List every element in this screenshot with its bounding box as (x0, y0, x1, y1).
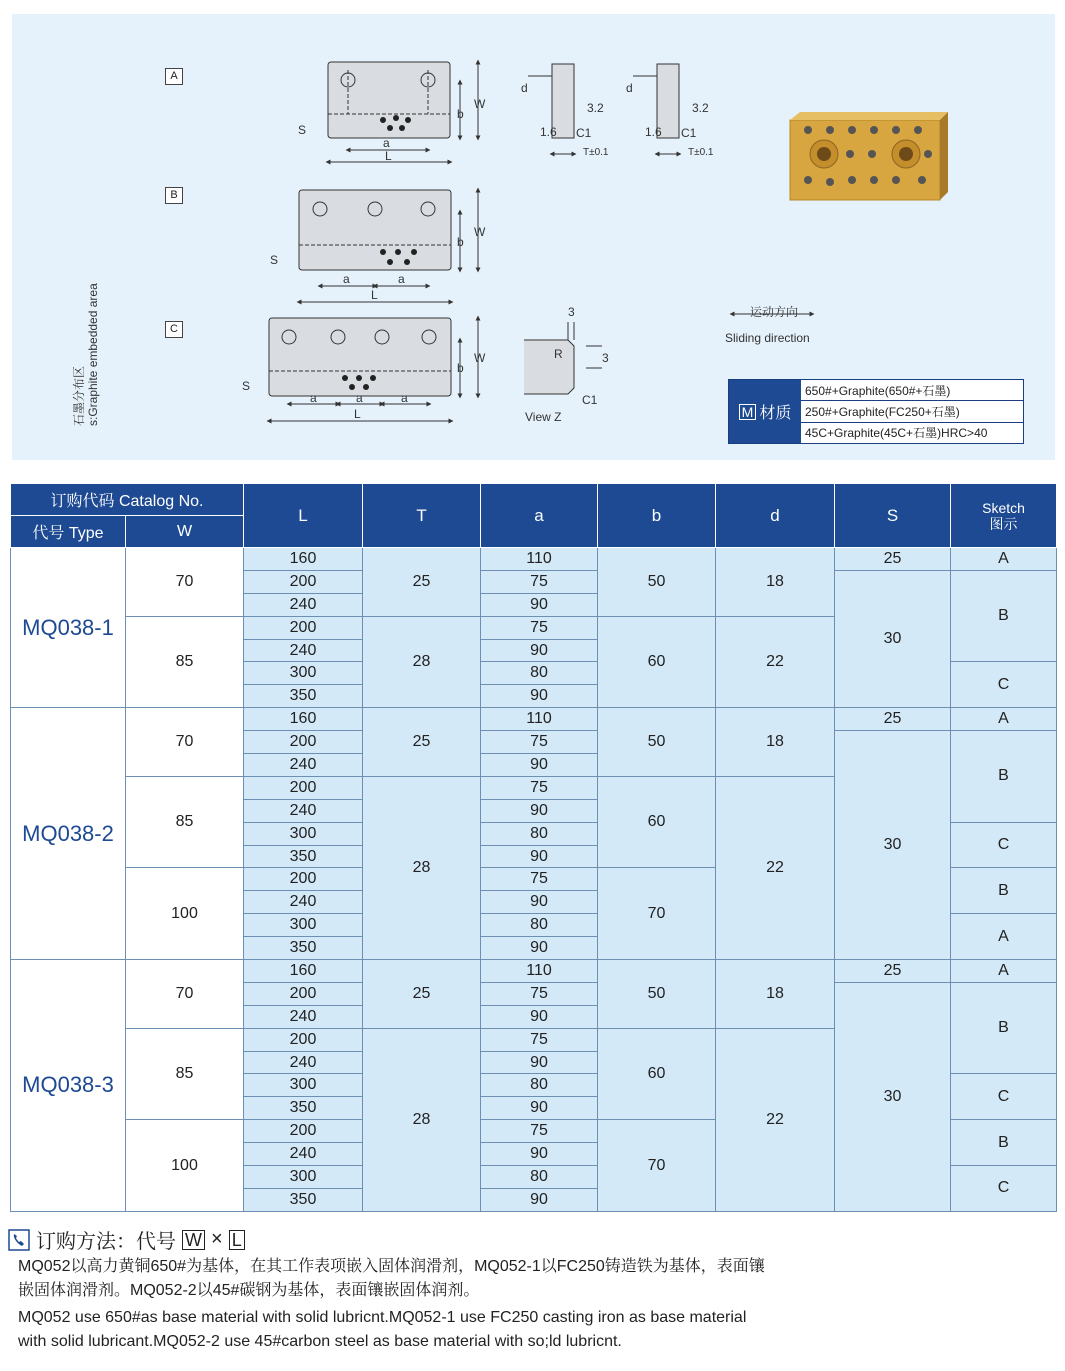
sketch-cell: B (951, 982, 1057, 1074)
description-cn-2: 嵌固体润滑剂。MQ052-2以45#碳钢为基体，表面镶嵌固体润剂。 (18, 1282, 480, 1299)
s-cell: 30 (835, 731, 951, 960)
a-cell: 90 (481, 937, 598, 960)
l-cell: 350 (244, 845, 363, 868)
material-item: 650#+Graphite(650#+石墨) (801, 380, 1023, 401)
dim-c1-z: C1 (582, 393, 598, 407)
l-cell: 200 (244, 1120, 363, 1143)
dim-c1-a1: C1 (576, 126, 592, 140)
a-cell: 80 (481, 914, 598, 937)
sliding-direction-cn: 运动方向 (750, 305, 799, 319)
sketch-cell: C (951, 1166, 1057, 1212)
d-cell: 22 (716, 776, 835, 959)
a-cell: 75 (481, 868, 598, 891)
l-cell: 300 (244, 822, 363, 845)
dim-a-c1: a (310, 391, 317, 405)
l-cell: 200 (244, 616, 363, 639)
l-cell: 200 (244, 731, 363, 754)
sliding-direction-en: Sliding direction (725, 331, 810, 345)
a-cell: 110 (481, 708, 598, 731)
material-badge: M (739, 404, 757, 420)
d-cell: 22 (716, 1028, 835, 1211)
w-cell: 85 (126, 616, 244, 708)
material-label: 材质 (759, 405, 792, 422)
sketch-cell: B (951, 1120, 1057, 1166)
a-cell: 80 (481, 1166, 598, 1189)
header-sketch (951, 484, 1057, 548)
t-cell: 28 (363, 776, 481, 959)
material-item: 250#+Graphite(FC250+石墨) (801, 401, 1023, 422)
a-cell: 90 (481, 1005, 598, 1028)
a-cell: 75 (481, 982, 598, 1005)
sketch-label-b: B (165, 187, 183, 204)
a-cell: 75 (481, 570, 598, 593)
catalog-table (10, 483, 1057, 1212)
w-cell: 70 (126, 960, 244, 1029)
dim-l-c: L (354, 407, 361, 421)
b-cell: 60 (598, 1028, 716, 1120)
l-cell: 300 (244, 1074, 363, 1097)
header-catalog: 订购代码 Catalog No. (11, 484, 244, 516)
sketch-cell: C (951, 1074, 1057, 1120)
l-cell: 200 (244, 982, 363, 1005)
d-cell: 18 (716, 548, 835, 617)
dim-w-a: W (474, 97, 486, 111)
l-cell: 240 (244, 1143, 363, 1166)
header-a: a (481, 484, 598, 548)
phone-icon (8, 1229, 30, 1251)
type-cell: MQ038-3 (11, 960, 126, 1212)
sketch-cell: A (951, 548, 1057, 571)
view-z-label: View Z (525, 410, 562, 424)
drawing-panel (12, 14, 1055, 460)
a-cell: 90 (481, 891, 598, 914)
dim-3-top: 3 (568, 305, 575, 319)
l-cell: 300 (244, 662, 363, 685)
l-cell: 350 (244, 1188, 363, 1211)
d-cell: 18 (716, 708, 835, 777)
header-t: T (363, 484, 481, 548)
header-sketch-cn: 图示 (989, 515, 1018, 532)
l-cell: 240 (244, 754, 363, 777)
dim-l-b: L (371, 288, 378, 302)
a-cell: 90 (481, 1051, 598, 1074)
graphite-area-label (72, 283, 100, 426)
a-cell: 80 (481, 822, 598, 845)
graphite-area-en: s:Graphite embedded area (86, 283, 100, 426)
a-cell: 80 (481, 662, 598, 685)
table-row (11, 708, 1057, 731)
material-header (729, 380, 801, 443)
a-cell: 90 (481, 685, 598, 708)
header-l: L (244, 484, 363, 548)
dim-a-b2: a (398, 272, 405, 286)
l-cell: 200 (244, 570, 363, 593)
a-cell: 90 (481, 799, 598, 822)
dim-16-a1: 1.6 (540, 125, 557, 139)
dim-w-b: W (474, 225, 486, 239)
w-cell: 85 (126, 776, 244, 868)
sketch-cell: C (951, 662, 1057, 708)
a-cell: 110 (481, 548, 598, 571)
a-cell: 90 (481, 1143, 598, 1166)
dim-w-c: W (474, 351, 486, 365)
type-cell: MQ038-1 (11, 548, 126, 708)
sketch-label-c: C (165, 321, 183, 338)
dim-16-a2: 1.6 (645, 125, 662, 139)
b-cell: 50 (598, 548, 716, 617)
dim-32-a1: 3.2 (587, 101, 604, 115)
dim-32-a2: 3.2 (692, 101, 709, 115)
b-cell: 50 (598, 960, 716, 1029)
a-cell: 75 (481, 616, 598, 639)
header-s: S (835, 484, 951, 548)
l-cell: 240 (244, 639, 363, 662)
dim-r: R (554, 347, 563, 361)
l-cell: 350 (244, 685, 363, 708)
sketch-cell: B (951, 868, 1057, 914)
dim-s-c: S (242, 379, 251, 393)
l-cell: 200 (244, 1028, 363, 1051)
header-sketch-en: Sketch (982, 499, 1025, 516)
b-cell: 60 (598, 776, 716, 868)
b-cell: 50 (598, 708, 716, 777)
description-en-1: MQ052 use 650#as base material with solid lubricnt.MQ052-1 use FC250 casting iron as base material (18, 1309, 747, 1326)
header-b: b (598, 484, 716, 548)
table-row (11, 548, 1057, 571)
sketch-cell: A (951, 960, 1057, 983)
description-cn-1: MQ052以高力黄铜650#为基体，在其工作表项嵌入固体润滑剂，MQ052-1以FC250铸造铁为基体，表面镶 (18, 1258, 765, 1275)
dim-a-c2: a (356, 391, 363, 405)
product-photo (790, 112, 948, 200)
dim-a-c3: a (401, 391, 408, 405)
l-cell: 240 (244, 1051, 363, 1074)
dim-tol-a1: T±0.1 (583, 147, 609, 158)
l-cell: 240 (244, 1005, 363, 1028)
t-cell: 25 (363, 960, 481, 1029)
material-box (728, 379, 1024, 444)
w-cell: 85 (126, 1028, 244, 1120)
plate-c (269, 318, 451, 396)
l-cell: 300 (244, 1166, 363, 1189)
sketch-cell: B (951, 570, 1057, 662)
dim-b-c: b (457, 361, 464, 375)
l-cell: 240 (244, 593, 363, 616)
s-cell: 25 (835, 708, 951, 731)
t-cell: 28 (363, 1028, 481, 1211)
a-cell: 90 (481, 754, 598, 777)
w-cell: 70 (126, 708, 244, 777)
w-cell: 70 (126, 548, 244, 617)
dim-b-a: b (457, 107, 464, 121)
t-cell: 25 (363, 548, 481, 617)
dim-tol-a2: T±0.1 (688, 147, 714, 158)
dim-d-a1: d (521, 81, 528, 95)
sketch-cell: C (951, 822, 1057, 868)
l-cell: 300 (244, 914, 363, 937)
sketch-cell: A (951, 914, 1057, 960)
header-w: W (126, 516, 244, 548)
d-cell: 18 (716, 960, 835, 1029)
dim-a-b1: a (343, 272, 350, 286)
header-d: d (716, 484, 835, 548)
a-cell: 90 (481, 845, 598, 868)
l-cell: 200 (244, 868, 363, 891)
t-cell: 28 (363, 616, 481, 708)
w-cell: 100 (126, 868, 244, 960)
material-item: 45C+Graphite(45C+石墨)HRC>40 (805, 426, 988, 441)
s-cell: 25 (835, 548, 951, 571)
dim-l-a: L (385, 149, 392, 163)
l-cell: 160 (244, 960, 363, 983)
a-cell: 90 (481, 1097, 598, 1120)
l-cell: 350 (244, 937, 363, 960)
l-cell: 160 (244, 708, 363, 731)
l-cell: 200 (244, 776, 363, 799)
material-list (801, 380, 1023, 443)
a-cell: 80 (481, 1074, 598, 1097)
dim-a-a: a (383, 136, 390, 150)
s-cell: 30 (835, 570, 951, 707)
order-w-box: W (182, 1230, 205, 1250)
a-cell: 75 (481, 1120, 598, 1143)
order-label: 订购方法：代号 (36, 1231, 176, 1253)
a-cell: 90 (481, 593, 598, 616)
sketch-cell: A (951, 708, 1057, 731)
dim-b-b: b (457, 235, 464, 249)
a-cell: 75 (481, 731, 598, 754)
dim-s-b: S (270, 253, 279, 267)
sketch-cell: B (951, 731, 1057, 823)
a-cell: 110 (481, 960, 598, 983)
a-cell: 75 (481, 1028, 598, 1051)
l-cell: 240 (244, 891, 363, 914)
b-cell: 60 (598, 616, 716, 708)
order-l-box: L (229, 1230, 245, 1250)
w-cell: 100 (126, 1120, 244, 1212)
a-cell: 90 (481, 1188, 598, 1211)
t-cell: 25 (363, 708, 481, 777)
order-times: × (211, 1228, 223, 1250)
header-type: 代号 Type (11, 516, 126, 548)
type-cell: MQ038-2 (11, 708, 126, 960)
order-method (8, 1225, 245, 1254)
description-en-2: with solid lubricant.MQ052-2 use 45#carbon steel as base material with so;ld lubricnt. (18, 1333, 622, 1350)
a-cell: 75 (481, 776, 598, 799)
s-cell: 25 (835, 960, 951, 983)
dim-c1-a2: C1 (681, 126, 697, 140)
dim-d-a2: d (626, 81, 633, 95)
a-cell: 90 (481, 639, 598, 662)
b-cell: 70 (598, 1120, 716, 1212)
l-cell: 240 (244, 799, 363, 822)
l-cell: 350 (244, 1097, 363, 1120)
table-row (11, 960, 1057, 983)
dim-s-a: S (298, 123, 307, 137)
l-cell: 160 (244, 548, 363, 571)
dim-3-side: 3 (602, 351, 609, 365)
d-cell: 22 (716, 616, 835, 708)
sketch-label-a: A (165, 68, 183, 85)
graphite-area-cn: 石墨分布区 (72, 365, 86, 426)
s-cell: 30 (835, 982, 951, 1211)
b-cell: 70 (598, 868, 716, 960)
